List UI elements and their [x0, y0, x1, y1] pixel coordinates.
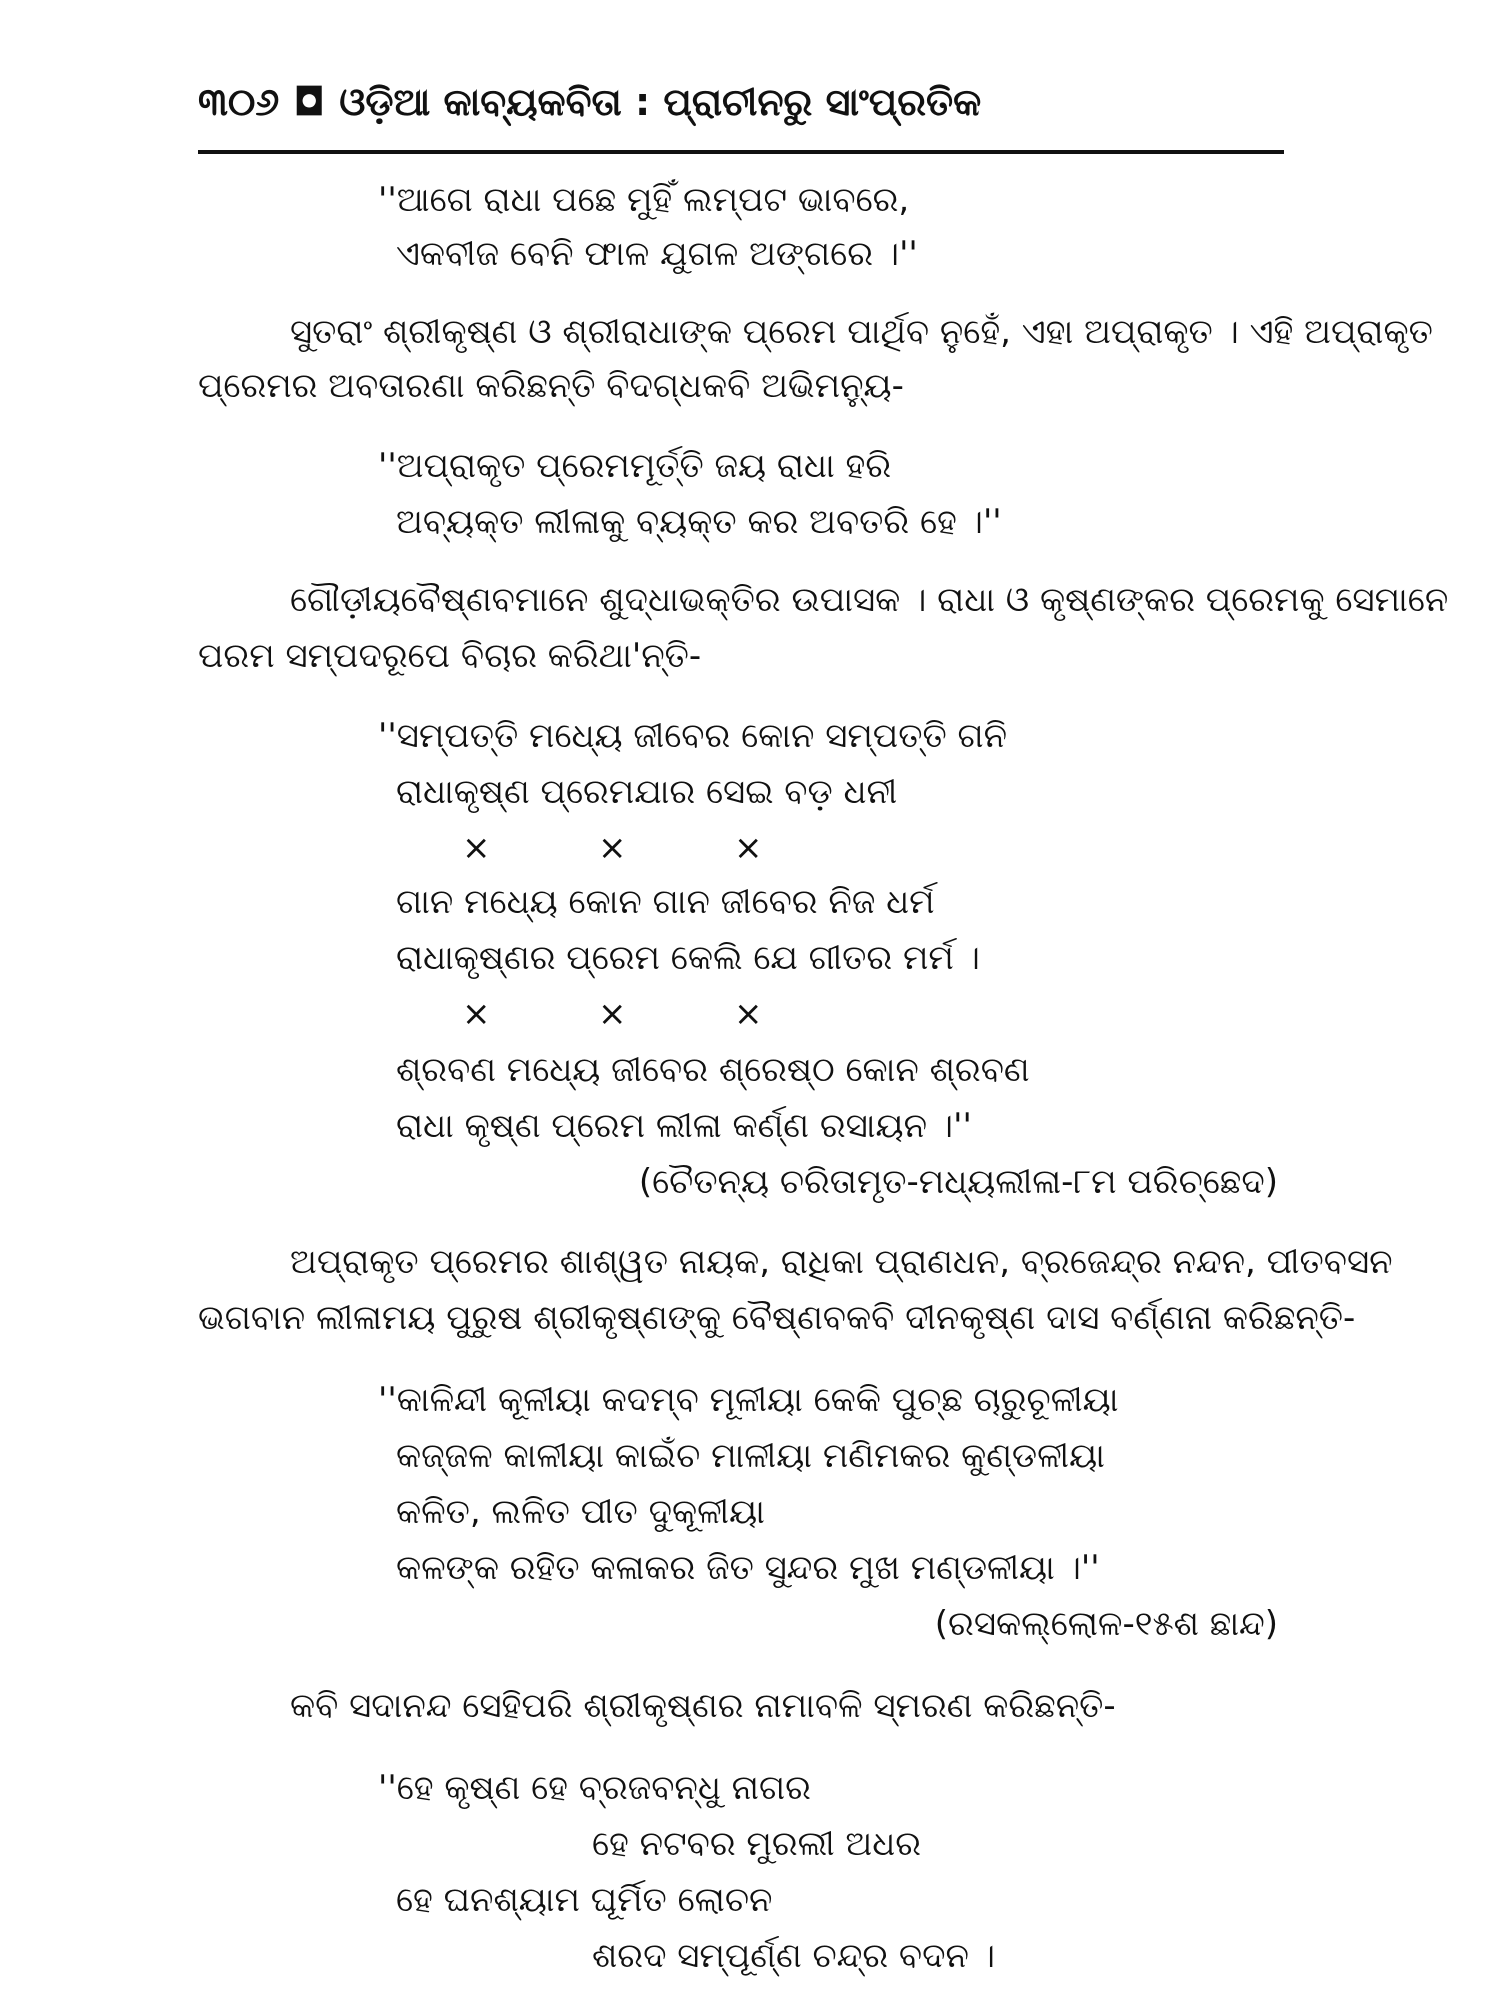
quote-line: କଳିତ, ଲଳିତ ପୀତ ଦୁକୂଳୀୟା	[396, 1492, 765, 1532]
citation: (ଚୈତନ୍ୟ ଚରିତାମୃତ-ମଧ୍ୟଲୀଳା-୮ମ ପରିଚ୍ଛେଦ)	[638, 1162, 1278, 1202]
omission-mark: ×	[598, 994, 627, 1034]
omission-marks	[462, 826, 870, 870]
quote-line: ଶରଦ ସମ୍ପୂର୍ଣ୍ଣ ଚନ୍ଦ୍ର ବଦନ ।	[592, 1936, 996, 1976]
quote-line: ଶ୍ରବଣ ମଧ୍ୟେ ଜୀବେର ଶ୍ରେଷ୍ଠ କୋନ ଶ୍ରବଣ	[396, 1050, 1030, 1090]
quote-line: ''କାଳିନ୍ଦୀ କୂଳୀୟା କଦମ୍ବ ମୂଳୀୟା କେକି ପୁଚ୍ଛ ଚାରୁଚୂଳୀୟା	[378, 1380, 1119, 1420]
paragraph-line: ପ୍ରେମର ଅବତାରଣା କରିଛନ୍ତି ବିଦଗ୍ଧକବି ଅଭିମନ୍ୟୁ-	[198, 366, 904, 406]
quote-line: ''ଆଗେ ରାଧା ପଛେ ମୁହିଁ ଲମ୍ପଟ ଭାବରେ,	[378, 180, 910, 220]
running-header	[198, 80, 1278, 125]
paragraph-line: ପରମ ସମ୍ପଦରୂପେ ବିଚାର କରିଥା'ନ୍ତି-	[198, 636, 702, 676]
paragraph-line: କବି ସଦାନନ୍ଦ ସେହିପରି ଶ୍ରୀକୃଷ୍ଣର ନାମାବଳି ସ୍ମରଣ କରିଛନ୍ତି-	[290, 1686, 1116, 1726]
paragraph-line: ଗୌଡ଼ୀୟବୈଷ୍ଣବମାନେ ଶୁଦ୍ଧାଭକ୍ତିର ଉପାସକ । ରାଧା ଓ କୃଷ୍ଣଙ୍କର ପ୍ରେମକୁ ସେମାନେ	[290, 580, 1449, 620]
quote-line: ''ଅପ୍ରାକୃତ ପ୍ରେମମୂର୍ତ୍ତି ଜୟ ରାଧା ହରି	[378, 446, 892, 486]
quote-line: ରାଧାକୃଷ୍ଣ ପ୍ରେମଯାର ସେଇ ବଡ଼ ଧନୀ	[396, 772, 898, 812]
quote-line: ରାଧାକୃଷ୍ଣର ପ୍ରେମ କେଲି ଯେ ଗୀତର ମର୍ମ ।	[396, 938, 980, 978]
quote-line: କଳଙ୍କ ରହିତ କଳାକର ଜିତ ସୁନ୍ଦର ମୁଖ ମଣ୍ଡଳୀୟା ।''	[396, 1548, 1100, 1588]
quote-line: ହେ ନଟବର ମୁରଲୀ ଅଧର	[592, 1824, 922, 1864]
page-number: ୩୦୬	[198, 80, 280, 124]
quote-line: ''ହେ କୃଷ୍ଣ ହେ ବ୍ରଜବନ୍ଧୁ ନାଗର	[378, 1768, 811, 1808]
quote-line: ହେ ଘନଶ୍ୟାମ ଘୂର୍ମିତ ଲୋଚନ	[396, 1880, 773, 1920]
omission-marks	[462, 992, 870, 1036]
omission-mark: ×	[462, 994, 491, 1034]
quote-line: ଅବ୍ୟକ୍ତ ଲୀଳାକୁ ବ୍ୟକ୍ତ କର ଅବତରି ହେ ।''	[396, 502, 1002, 542]
omission-mark: ×	[734, 994, 763, 1034]
paragraph-line: ସୁତରାଂ ଶ୍ରୀକୃଷ୍ଣ ଓ ଶ୍ରୀରାଧାଙ୍କ ପ୍ରେମ ପାର୍ଥିବ ନୁହେଁ, ଏହା ଅପ୍ରାକୃତ । ଏହି ଅପ୍ରାକୃତ	[290, 312, 1433, 352]
quote-line: କଜ୍ଜଳ କାଳୀୟା କାଇଁଚ ମାଳୀୟା ମଣିମକର କୁଣ୍ଡଳୀୟା	[396, 1436, 1105, 1476]
paragraph-line: ଅପ୍ରାକୃତ ପ୍ରେମର ଶାଶ୍ୱତ ନାୟକ, ରାଧିକା ପ୍ରାଣଧନ, ବ୍ରଜେନ୍ଦ୍ର ନନ୍ଦନ, ପୀତବସନ	[290, 1242, 1393, 1282]
quote-line: ''ସମ୍ପତ୍ତି ମଧ୍ୟେ ଜୀବେର କୋନ ସମ୍ପତ୍ତି ଗନି	[378, 716, 1008, 756]
paragraph-line: ଭଗବାନ ଲୀଳାମୟ ପୁରୁଷ ଶ୍ରୀକୃଷ୍ଣଙ୍କୁ ବୈଷ୍ଣବକବି ଦୀନକୃଷ୍ଣ ଦାସ ବର୍ଣ୍ଣନା କରିଛନ୍ତି-	[198, 1298, 1356, 1338]
omission-mark: ×	[462, 828, 491, 868]
quote-line: ଗାନ ମଧ୍ୟେ କୋନ ଗାନ ଜୀବେର ନିଜ ଧର୍ମ	[396, 882, 935, 922]
quote-line: ରାଧା କୃଷ୍ଣ ପ୍ରେମ ଲୀଳା କର୍ଣ୍ଣ ରସାୟନ ।''	[396, 1106, 972, 1146]
omission-mark: ×	[734, 828, 763, 868]
quote-line: ଏକବୀଜ ବେନି ଫାଳ ଯୁଗଳ ଅଙ୍ଗରେ ।''	[396, 234, 918, 274]
citation: (ରସକଲ୍ଲୋଳ-୧୫ଶ ଛାନ୍ଦ)	[934, 1604, 1278, 1644]
omission-mark: ×	[598, 828, 627, 868]
book-title: ଓଡ଼ିଆ କାବ୍ୟକବିତା : ପ୍ରାଚୀନରୁ ସାଂପ୍ରତିକ	[339, 80, 982, 124]
header-rule	[198, 150, 1284, 154]
header-separator: ◘	[293, 80, 326, 124]
